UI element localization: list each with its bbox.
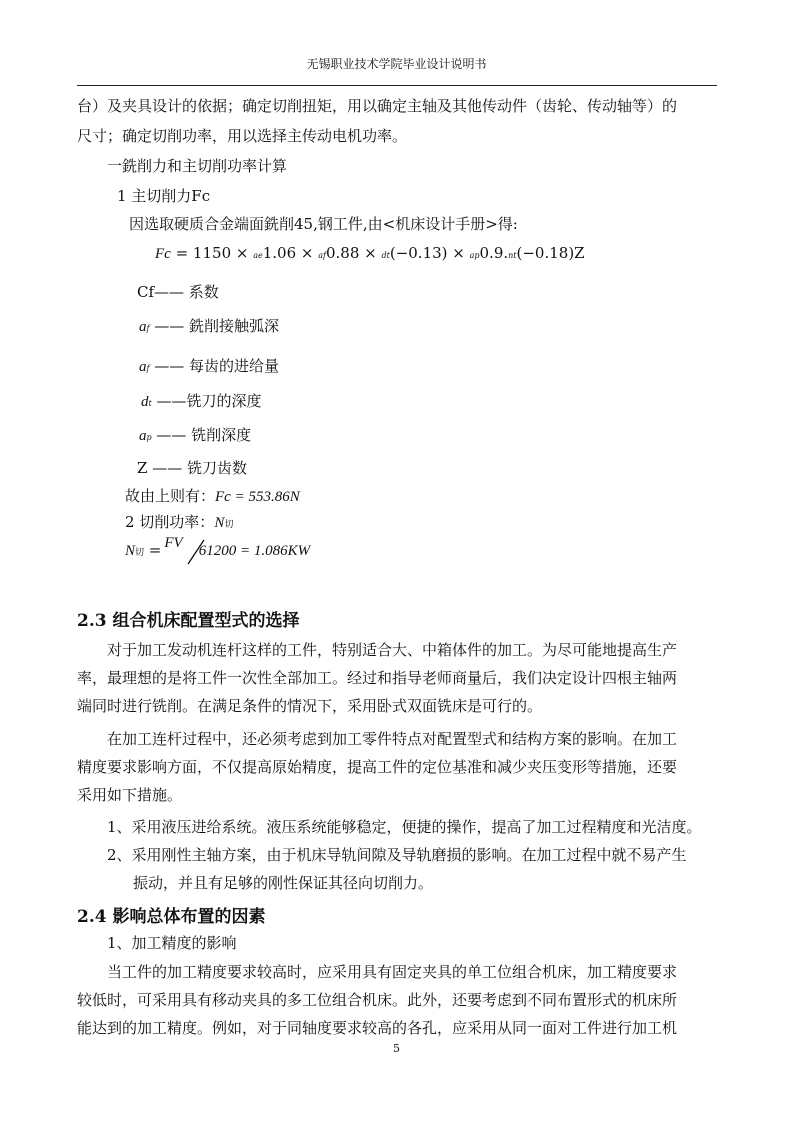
section-2-3-list-item-2: 2、采用刚性主轴方案，由于机床导轨间隙及导轨磨损的影响。在加工过程中就不易产生 — [107, 846, 687, 864]
calc-basis: 因选取硬质合金端面銑削45,钢工件,由<机床设计手册>得: — [129, 215, 518, 233]
calc-item-1: 1 主切削力Fc — [117, 187, 211, 205]
section-2-4-heading: 2.4 影响总体布置的因素 — [77, 907, 266, 927]
result-value: Fc = 553.86N — [215, 489, 300, 505]
section-2-3-p2-line-1: 在加工连杆过程中，还必须考虑到加工零件特点对配置型式和结构方案的影响。在加工 — [107, 730, 678, 748]
definition-cf-text: —— 系数 — [154, 283, 219, 301]
definition-af-feed-text: —— 每齿的进给量 — [154, 357, 280, 375]
definition-z — [137, 458, 247, 478]
result-line — [125, 486, 300, 507]
definition-af-arc — [139, 316, 279, 339]
result-prefix: 故由上则有： — [125, 487, 216, 505]
section-2-4-p-line-3: 能达到的加工精度。例如，对于同轴度要求较高的各孔，应采用从同一面对工件进行加工机 — [77, 1019, 678, 1037]
power-formula — [125, 535, 311, 560]
page-number: 5 — [393, 1042, 400, 1055]
definition-dt-text: ——铣刀的深度 — [156, 392, 262, 410]
definition-af-feed — [139, 356, 279, 379]
formula-part-6: (−0.18)Z — [516, 244, 585, 262]
calc-item-2 — [125, 512, 233, 535]
formula-lhs: Fc — [155, 246, 171, 262]
definition-ap — [139, 425, 251, 448]
intro-line-2: 尺寸；确定切削功率，用以选择主传动电机功率。 — [77, 127, 408, 145]
fraction-slash — [186, 538, 206, 566]
definition-af-arc-symbol: a — [139, 319, 147, 335]
formula-part-4: (−0.13) × — [389, 244, 470, 262]
formula-sub-ae: ae — [253, 251, 263, 260]
section-2-3-list-item-2-cont: 振动，并且有足够的刚性保证其径向切削力。 — [133, 874, 434, 892]
intro-line-1: 台）及夹具设计的依据；确定切削扭矩，用以确定主轴及其他传动件（齿轮、传动轴等）的 — [77, 97, 678, 115]
page-header: 无锡职业技术学院毕业设计说明书 — [306, 57, 487, 71]
definition-af-arc-text: —— 銑削接触弧深 — [154, 317, 280, 335]
cutting-force-formula — [155, 244, 585, 263]
definition-af-feed-sub: f — [146, 364, 150, 373]
formula-part-2: 1.06 × — [262, 244, 319, 262]
calc-item-2-symbol: N — [214, 515, 225, 531]
section-2-3-p1-line-1: 对于加工发动机连杆这样的工件，特别适合大、中箱体件的加工。为尽可能地提高生产 — [107, 641, 678, 659]
calc-title: 一銑削力和主切削功率计算 — [107, 157, 288, 175]
formula-sub-ap: ap — [469, 251, 480, 260]
formula-part-5: 0.9. — [479, 244, 509, 262]
definition-z-text: —— 铣刀齿数 — [152, 459, 247, 477]
power-lhs-sub: 切 — [135, 548, 145, 558]
section-2-4-item-1: 1、加工精度的影响 — [107, 934, 237, 952]
definition-ap-sub: p — [146, 433, 152, 442]
definition-dt — [141, 391, 262, 414]
section-2-3-p2-line-2: 精度要求影响方面，不仅提高原始精度，提高工件的定位基准和减少夹压变形等措施，还要 — [77, 758, 678, 776]
definition-ap-symbol: a — [139, 428, 147, 444]
definition-ap-text: —— 铣削深度 — [156, 426, 252, 444]
calc-item-2-sub: 切 — [224, 520, 234, 530]
header-rule — [77, 85, 717, 86]
section-2-4-p-line-1: 当工件的加工精度要求较高时，应采用具有固定夹具的单工位组合机床，加工精度要求 — [107, 963, 678, 981]
power-eq: = — [144, 541, 162, 559]
section-2-3-p1-line-3: 端同时进行铣削。在满足条件的情况下，采用卧式双面铣床是可行的。 — [77, 697, 543, 715]
calc-item-2-label: 2 切削功率： — [125, 513, 215, 531]
section-2-3-p1-line-2: 率，最理想的是将工件一次性全部加工。经过和指导老师商量后，我们决定设计四根主轴两 — [77, 669, 678, 687]
definition-af-arc-sub: f — [146, 324, 150, 333]
power-rest: 61200 = 1.086KW — [198, 543, 311, 559]
formula-sub-dt: dt — [381, 251, 390, 260]
definition-cf — [137, 282, 219, 302]
formula-part-1: = 1150 × — [170, 244, 254, 262]
section-2-3-list-item-1: 1、采用液压进给系统。液压系统能够稳定，便捷的操作，提高了加工过程精度和光洁度。 — [107, 818, 702, 836]
section-2-3-p2-line-3: 采用如下措施。 — [77, 786, 183, 804]
formula-part-3: 0.88 × — [325, 244, 382, 262]
definition-dt-sub: t — [148, 399, 152, 408]
definition-cf-symbol: Cf — [137, 283, 155, 301]
definition-dt-symbol: d — [141, 394, 149, 410]
power-numerator: FV — [164, 535, 183, 551]
power-lhs: N — [125, 543, 136, 559]
formula-sub-nt: nt — [508, 251, 517, 260]
formula-sub-af: af — [318, 251, 326, 260]
section-2-3-heading: 2.3 组合机床配置型式的选择 — [77, 611, 300, 631]
section-2-4-p-line-2: 较低时，可采用具有移动夹具的多工位组合机床。此外，还要考虑到不同布置形式的机床所 — [77, 991, 678, 1009]
definition-af-feed-symbol: a — [139, 359, 147, 375]
definition-z-symbol: Z — [137, 459, 148, 477]
